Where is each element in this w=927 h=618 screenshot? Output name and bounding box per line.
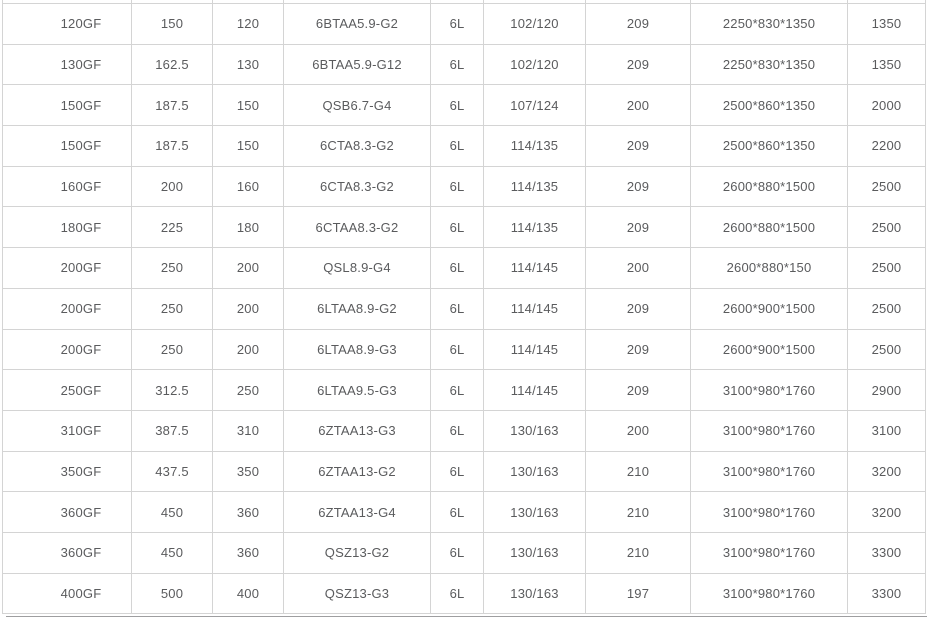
table-cell: 114/145	[484, 288, 586, 329]
table-cell: 1350	[848, 44, 926, 85]
table-cell: 250	[213, 370, 284, 411]
table-cell: 114/135	[484, 166, 586, 207]
table-row	[3, 166, 926, 207]
table-cell: 437.5	[132, 451, 213, 492]
table-cell: 130/163	[484, 532, 586, 573]
table-row	[3, 85, 926, 126]
table-row	[3, 451, 926, 492]
table-cell: 209	[586, 4, 691, 45]
table-row	[3, 370, 926, 411]
table-cell: 2200	[848, 126, 926, 167]
table-cell: 209	[586, 166, 691, 207]
table-cell: 250GF	[3, 370, 132, 411]
table-cell: 6L	[431, 573, 484, 614]
table-cell: 6CTA8.3-G2	[284, 126, 431, 167]
table-cell: 2600*900*1500	[691, 329, 848, 370]
table-cell: 200GF	[3, 288, 132, 329]
table-cell: 2500	[848, 207, 926, 248]
table-cell: 114/135	[484, 207, 586, 248]
table-cell: 209	[586, 329, 691, 370]
table-cell: 2500	[848, 248, 926, 289]
table-cell: 6BTAA5.9-G12	[284, 44, 431, 85]
table-cell: 450	[132, 492, 213, 533]
table-cell: 180GF	[3, 207, 132, 248]
table-cell: 3100*980*1760	[691, 370, 848, 411]
table-cell: 200	[586, 85, 691, 126]
table-cell: 3200	[848, 451, 926, 492]
table-cell: 6L	[431, 126, 484, 167]
section-divider	[6, 616, 927, 617]
table-cell: 360	[213, 532, 284, 573]
table-cell: 2250*830*1350	[691, 44, 848, 85]
spec-table-container	[2, 0, 926, 614]
table-cell: 250	[132, 248, 213, 289]
table-cell: 130/163	[484, 410, 586, 451]
table-cell: 210	[586, 492, 691, 533]
table-row	[3, 532, 926, 573]
table-cell: 6ZTAA13-G3	[284, 410, 431, 451]
table-cell: 200	[213, 248, 284, 289]
table-cell: 400GF	[3, 573, 132, 614]
table-cell: 200GF	[3, 248, 132, 289]
table-cell: 6BTAA5.9-G2	[284, 4, 431, 45]
table-cell: 2600*880*150	[691, 248, 848, 289]
table-cell: 2000	[848, 85, 926, 126]
table-cell: 3100*980*1760	[691, 410, 848, 451]
table-cell: 360	[213, 492, 284, 533]
table-cell: 180	[213, 207, 284, 248]
table-cell: QSZ13-G2	[284, 532, 431, 573]
table-cell: QSZ13-G3	[284, 573, 431, 614]
table-cell: 210	[586, 451, 691, 492]
table-cell: 162.5	[132, 44, 213, 85]
table-cell: 209	[586, 288, 691, 329]
table-cell: 500	[132, 573, 213, 614]
table-cell: 250	[132, 329, 213, 370]
table-cell: 310GF	[3, 410, 132, 451]
table-cell: 187.5	[132, 85, 213, 126]
table-cell: 3200	[848, 492, 926, 533]
table-cell: 2500	[848, 329, 926, 370]
table-cell: 6L	[431, 532, 484, 573]
table-cell: 187.5	[132, 126, 213, 167]
table-cell: 200	[586, 410, 691, 451]
table-cell: 2600*900*1500	[691, 288, 848, 329]
table-cell: 2500	[848, 288, 926, 329]
table-cell: 2600*880*1500	[691, 166, 848, 207]
table-cell: 114/145	[484, 329, 586, 370]
table-row	[3, 44, 926, 85]
table-cell: 3100*980*1760	[691, 573, 848, 614]
table-cell: 200	[213, 288, 284, 329]
table-cell: 120	[213, 4, 284, 45]
table-cell: 3300	[848, 573, 926, 614]
table-cell: 160GF	[3, 166, 132, 207]
table-cell: 6L	[431, 451, 484, 492]
generator-spec-table	[2, 0, 926, 614]
table-cell: 2250*830*1350	[691, 4, 848, 45]
table-cell: 6L	[431, 4, 484, 45]
table-cell: 114/135	[484, 126, 586, 167]
table-cell: 200	[586, 248, 691, 289]
table-row	[3, 4, 926, 45]
table-cell: 400	[213, 573, 284, 614]
table-cell: 6ZTAA13-G2	[284, 451, 431, 492]
table-cell: 250	[132, 288, 213, 329]
table-cell: 130	[213, 44, 284, 85]
table-cell: 150GF	[3, 85, 132, 126]
table-cell: 200GF	[3, 329, 132, 370]
table-cell: 2500	[848, 166, 926, 207]
table-cell: 6LTAA8.9-G2	[284, 288, 431, 329]
table-cell: 312.5	[132, 370, 213, 411]
table-cell: 6L	[431, 288, 484, 329]
table-cell: 200	[132, 166, 213, 207]
table-cell: 310	[213, 410, 284, 451]
table-cell: 3300	[848, 532, 926, 573]
table-cell: 3100*980*1760	[691, 532, 848, 573]
table-cell: 209	[586, 44, 691, 85]
table-cell: 225	[132, 207, 213, 248]
table-cell: 6LTAA9.5-G3	[284, 370, 431, 411]
table-row	[3, 207, 926, 248]
table-cell: 6L	[431, 492, 484, 533]
table-cell: 360GF	[3, 492, 132, 533]
table-cell: 6L	[431, 248, 484, 289]
table-cell: 3100*980*1760	[691, 451, 848, 492]
table-cell: 209	[586, 126, 691, 167]
table-row	[3, 410, 926, 451]
table-row	[3, 492, 926, 533]
table-cell: 197	[586, 573, 691, 614]
table-row	[3, 288, 926, 329]
table-cell: 102/120	[484, 4, 586, 45]
table-cell: 114/145	[484, 248, 586, 289]
spec-table-body	[3, 0, 926, 614]
table-row	[3, 126, 926, 167]
table-cell: 6L	[431, 85, 484, 126]
table-cell: 150GF	[3, 126, 132, 167]
table-cell: 209	[586, 370, 691, 411]
table-cell: 114/145	[484, 370, 586, 411]
table-cell: 2600*880*1500	[691, 207, 848, 248]
table-cell: 6LTAA8.9-G3	[284, 329, 431, 370]
table-cell: 150	[213, 85, 284, 126]
table-cell: 150	[132, 4, 213, 45]
table-cell: 450	[132, 532, 213, 573]
table-cell: 3100*980*1760	[691, 492, 848, 533]
table-cell: 209	[586, 207, 691, 248]
table-cell: 130/163	[484, 573, 586, 614]
table-cell: 130/163	[484, 492, 586, 533]
table-cell: 1350	[848, 4, 926, 45]
table-cell: 6L	[431, 207, 484, 248]
table-cell: 360GF	[3, 532, 132, 573]
table-cell: 387.5	[132, 410, 213, 451]
table-cell: QSB6.7-G4	[284, 85, 431, 126]
table-cell: 6L	[431, 166, 484, 207]
table-cell: 6L	[431, 410, 484, 451]
table-row	[3, 573, 926, 614]
table-cell: 6L	[431, 370, 484, 411]
table-cell: 210	[586, 532, 691, 573]
table-cell: 6CTAA8.3-G2	[284, 207, 431, 248]
table-cell: 6CTA8.3-G2	[284, 166, 431, 207]
table-cell: 6L	[431, 329, 484, 370]
table-cell: QSL8.9-G4	[284, 248, 431, 289]
table-cell: 6ZTAA13-G4	[284, 492, 431, 533]
table-cell: 130GF	[3, 44, 132, 85]
table-cell: 160	[213, 166, 284, 207]
table-row	[3, 329, 926, 370]
table-cell: 2500*860*1350	[691, 85, 848, 126]
table-cell: 6L	[431, 44, 484, 85]
table-cell: 102/120	[484, 44, 586, 85]
table-cell: 150	[213, 126, 284, 167]
table-cell: 120GF	[3, 4, 132, 45]
table-cell: 3100	[848, 410, 926, 451]
table-cell: 350GF	[3, 451, 132, 492]
table-cell: 2500*860*1350	[691, 126, 848, 167]
table-cell: 350	[213, 451, 284, 492]
table-row	[3, 248, 926, 289]
table-cell: 107/124	[484, 85, 586, 126]
table-cell: 2900	[848, 370, 926, 411]
table-cell: 130/163	[484, 451, 586, 492]
table-cell: 200	[213, 329, 284, 370]
